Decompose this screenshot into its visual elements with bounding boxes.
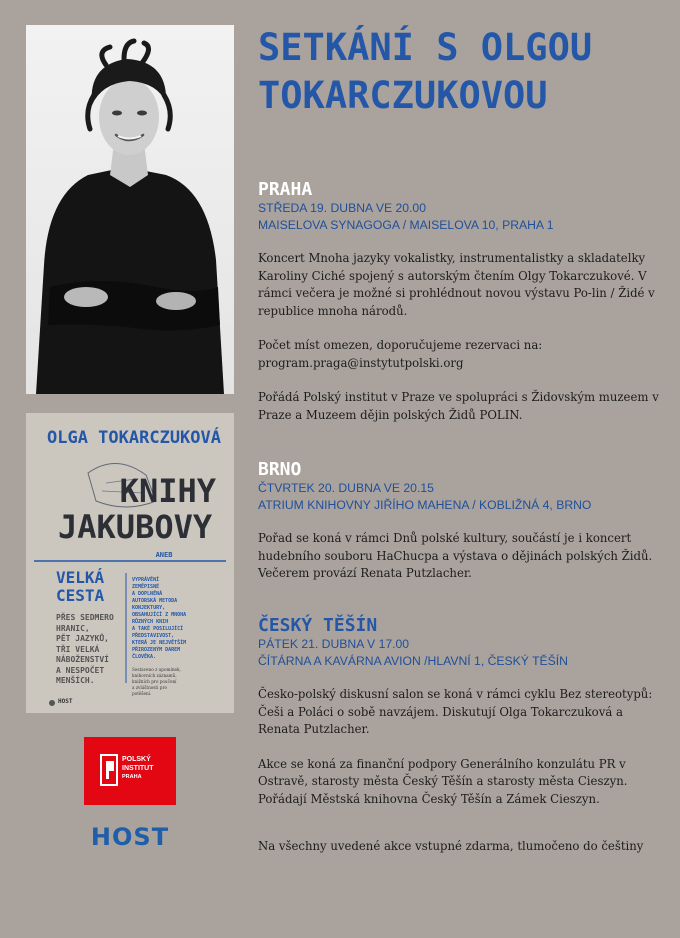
event-city: ČESKÝ TĚŠÍN [258, 615, 378, 636]
svg-text:KTERÁ JE NEJVĚTŠÍM: KTERÁ JE NEJVĚTŠÍM [132, 640, 187, 646]
book-title-2: JAKUBOVY [58, 508, 213, 546]
event-paragraph: Česko-polský diskusní salon se koná v rámci cyklu Bez stereotypů: Češi a Poláci o sobě navzájem. Diskutují Olga Tokarczuková a Renata Putzlacher. [258, 687, 653, 736]
svg-text:knižních pro poučení: knižních pro poučení [132, 679, 177, 684]
event-venue: ATRIUM KNIHOVNY JIŘÍHO MAHENA / KOBLIŽNÁ 4, BRNO [258, 498, 592, 512]
svg-text:Sestaveno z upomínek,: Sestaveno z upomínek, [132, 667, 181, 672]
event-paragraph: Pořádá Polský institut v Praze ve spolupráci s Židovským muzeem v Praze a Muzeem dějin polských Židů POLIN. [258, 390, 659, 422]
event-venue: ČÍTÁRNA A KAVÁRNA AVION /HLAVNÍ 1, ČESKÝ TĚŠÍN [258, 654, 568, 668]
book-author: OLGA TOKARCZUKOVÁ [47, 428, 221, 448]
svg-text:AUTORSKÁ METODA: AUTORSKÁ METODA [132, 598, 178, 604]
footer-note: Na všechny uvedené akce vstupné zdarma, tlumočeno do češtiny [258, 839, 644, 853]
event-city: PRAHA [258, 179, 313, 200]
event-paragraph: Pořad se koná v rámci Dnů polské kultury, součástí je i koncert hudebního souboru HaChucpa a výstava o dějinách polských Židů. Večerem provází Renata Putzlacher. [258, 531, 653, 580]
event-paragraph: Počet míst omezen, doporučujeme rezervaci na: program.praga@instytutpolski.org [258, 338, 543, 370]
svg-text:PŘIROZENÝM DAREM: PŘIROZENÝM DAREM [132, 647, 181, 653]
event-date: PÁTEK 21. DUBNA V 17.00 [258, 637, 410, 651]
event-date: STŘEDA 19. DUBNA VE 20.00 [258, 201, 426, 215]
book-cover [26, 413, 234, 713]
event-paragraph: Akce se koná za finanční podpory Generálního konzulátu PR v Ostravě, starosty města Český Těšín a starosty města Cieszyn. Pořádají Městská knihovna Český Těšín a Zámek Cieszyn. [258, 756, 628, 806]
event-venue: MAISELOVA SYNAGOGA / MAISELOVA 10, PRAHA 1 [258, 218, 554, 232]
author-portrait-photo [26, 25, 234, 394]
svg-text:ZEMĚPISNÉ: ZEMĚPISNÉ [132, 584, 160, 590]
book-subtitle-2: CESTA [56, 586, 105, 605]
svg-text:A DOPLNĚNÁ: A DOPLNĚNÁ [132, 591, 163, 597]
book-title-1: KNIHY [119, 472, 216, 510]
svg-text:RŮZNÝCH KNIH: RŮZNÝCH KNIH [132, 619, 169, 625]
event-city: BRNO [258, 459, 302, 480]
svg-text:PŘEDSTAVIVOST,: PŘEDSTAVIVOST, [132, 633, 175, 639]
event-date: ČTVRTEK 20. DUBNA VE 20.15 [258, 481, 434, 495]
svg-text:ČLOVĚKA.: ČLOVĚKA. [132, 654, 157, 660]
svg-text:VYPRÁVĚNÍ: VYPRÁVĚNÍ [132, 577, 160, 583]
book-cover-text [26, 413, 234, 713]
book-aneb: ANEB [144, 550, 184, 560]
book-tagline: PŘES SEDMERO HRANIC, PĚT JAZYKŮ, TŘI VELKÁ NÁBOŽENSTVÍ A NESPOČET MENŠÍCH. [56, 613, 114, 685]
svg-text:OBSAHUJÍCÍ Z MNOHA: OBSAHUJÍCÍ Z MNOHA [132, 612, 187, 618]
host-logo: HOST [90, 823, 170, 851]
polsky-institut-logo [84, 737, 176, 805]
svg-text:a zvláštnosti pro: a zvláštnosti pro [132, 685, 167, 690]
svg-text:KONJEKTURY,: KONJEKTURY, [132, 605, 166, 611]
book-publisher: HOST [58, 698, 73, 705]
event-paragraph: Koncert Mnoha jazyky vokalistky, instrumentalistky a skladatelky Karoliny Ciché spojený s autorským čtením Olgy Tokarczukové. V rámci večera je možné si prohlédnout novou výstavu Po-lin / Židé v republice mnoha národů. [258, 251, 655, 318]
polsky-institut-text: POLSKÝ INSTITUT PRAHA [122, 756, 154, 780]
event-praha [258, 180, 668, 424]
event-cesky-tesin [258, 616, 668, 808]
book-subtitle-1: VELKÁ [56, 568, 105, 587]
page-title: SETKÁNÍ S OLGOU TOKARCZUKOVOU [258, 26, 593, 117]
svg-text:A TAKÉ POSILUJÍCÍ: A TAKÉ POSILUJÍCÍ [132, 626, 184, 632]
event-brno [258, 460, 668, 583]
svg-text:knihovních záznamů,: knihovních záznamů, [132, 673, 177, 678]
svg-text:potěšení.: potěšení. [132, 691, 152, 696]
